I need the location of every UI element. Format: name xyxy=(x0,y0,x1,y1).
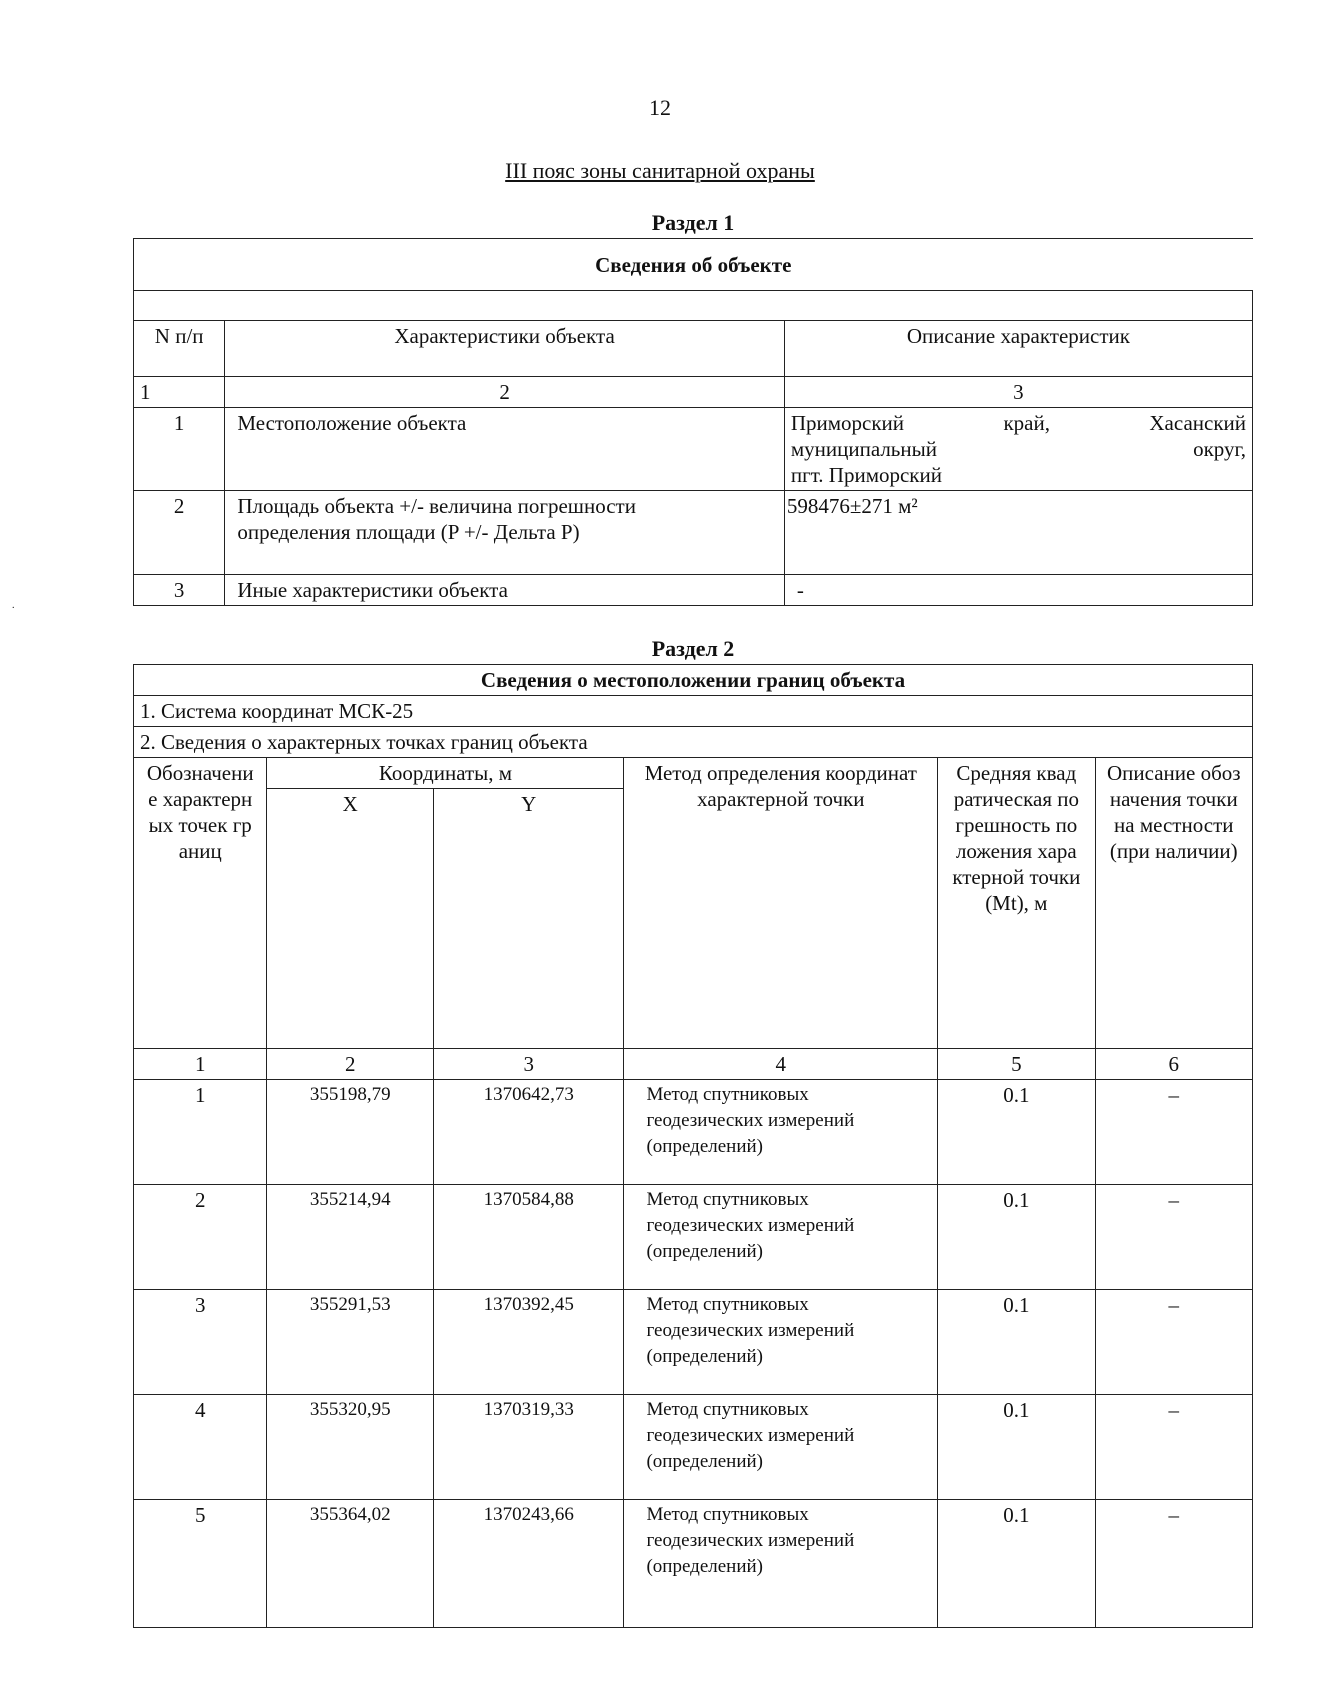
point-y: 1370642,73 xyxy=(433,1080,623,1185)
point-method: Метод спутниковых геодезических измерений (определений) xyxy=(624,1395,938,1500)
header-num: N п/п xyxy=(134,321,225,377)
row-characteristic: Местоположение объекта xyxy=(225,408,785,491)
point-description: – xyxy=(1095,1290,1252,1395)
point-mt: 0.1 xyxy=(938,1290,1095,1395)
table-row xyxy=(134,575,1253,606)
row-description: - xyxy=(784,575,1252,606)
header-y: Y xyxy=(433,789,623,1049)
description-line: муниципальный округ, xyxy=(790,437,1246,461)
boundary-points-table xyxy=(133,664,1253,1628)
point-id: 1 xyxy=(134,1080,267,1185)
point-mt: 0.1 xyxy=(938,1500,1095,1628)
header-coordinates: Координаты, м xyxy=(267,758,624,789)
header-characteristics: Характеристики объекта xyxy=(225,321,785,377)
point-mt: 0.1 xyxy=(938,1080,1095,1185)
scan-mark: . xyxy=(12,600,15,611)
table-row xyxy=(134,1185,1253,1290)
table-row xyxy=(134,408,1253,491)
page-number: 12 xyxy=(649,95,671,120)
points-title: 2. Сведения о характерных точках границ объекта xyxy=(134,727,1253,758)
point-description: – xyxy=(1095,1080,1252,1185)
zone-title: III пояс зоны санитарной охраны xyxy=(505,158,815,183)
description-line: Приморский край, Хасанский xyxy=(790,411,1246,435)
point-id: 5 xyxy=(134,1500,267,1628)
point-description: – xyxy=(1095,1395,1252,1500)
header-point-description: Описание обозначения точки на местности (при наличии) xyxy=(1095,758,1252,1049)
point-x: 355291,53 xyxy=(267,1290,434,1395)
index-cell: 2 xyxy=(225,377,785,408)
index-cell: 5 xyxy=(938,1049,1095,1080)
point-x: 355320,95 xyxy=(267,1395,434,1500)
index-cell: 6 xyxy=(1095,1049,1252,1080)
point-method: Метод спутниковых геодезических измерений (определений) xyxy=(624,1500,938,1628)
index-cell: 3 xyxy=(784,377,1252,408)
index-cell: 3 xyxy=(433,1049,623,1080)
section1-heading: Сведения об объекте xyxy=(134,239,1253,291)
table-row xyxy=(134,1080,1253,1185)
header-method: Метод определения координат характерной точки xyxy=(624,758,938,1049)
point-y: 1370243,66 xyxy=(433,1500,623,1628)
table-row xyxy=(134,491,1253,575)
point-x: 355364,02 xyxy=(267,1500,434,1628)
object-info-table xyxy=(133,238,1253,606)
point-y: 1370584,88 xyxy=(433,1185,623,1290)
point-y: 1370392,45 xyxy=(433,1290,623,1395)
point-method: Метод спутниковых геодезических измерений (определений) xyxy=(624,1185,938,1290)
table-row xyxy=(134,1500,1253,1628)
header-designation: Обозначение характерных точек границ xyxy=(134,758,267,1049)
point-mt: 0.1 xyxy=(938,1395,1095,1500)
index-cell: 4 xyxy=(624,1049,938,1080)
row-num: 2 xyxy=(134,491,225,575)
index-cell: 2 xyxy=(267,1049,434,1080)
point-description: – xyxy=(1095,1500,1252,1628)
point-id: 2 xyxy=(134,1185,267,1290)
point-description: – xyxy=(1095,1185,1252,1290)
header-x: X xyxy=(267,789,434,1049)
point-x: 355214,94 xyxy=(267,1185,434,1290)
row-description xyxy=(784,408,1252,491)
coordinate-system: 1. Система координат МСК-25 xyxy=(134,696,1253,727)
point-y: 1370319,33 xyxy=(433,1395,623,1500)
description-line: пгт. Приморский xyxy=(790,463,942,487)
table-row xyxy=(134,1395,1253,1500)
point-method: Метод спутниковых геодезических измерений (определений) xyxy=(624,1080,938,1185)
point-id: 3 xyxy=(134,1290,267,1395)
table-row xyxy=(134,1290,1253,1395)
point-mt: 0.1 xyxy=(938,1185,1095,1290)
section1-title: Раздел 1 xyxy=(651,210,735,235)
row-characteristic: Площадь объекта +/- величина погрешности определения площади (P +/- Дельта P) xyxy=(225,491,785,575)
header-description: Описание характеристик xyxy=(784,321,1252,377)
row-num: 1 xyxy=(134,408,225,491)
header-error: Средняя квадратическая погрешность положения характерной точки (Mt), м xyxy=(938,758,1095,1049)
row-characteristic: Иные характеристики объекта xyxy=(225,575,785,606)
index-cell: 1 xyxy=(134,377,225,408)
point-id: 4 xyxy=(134,1395,267,1500)
section2-heading: Сведения о местоположении границ объекта xyxy=(134,665,1253,696)
point-method: Метод спутниковых геодезических измерений (определений) xyxy=(624,1290,938,1395)
row-description: 598476±271 м² xyxy=(784,491,1252,575)
empty-row xyxy=(134,291,1253,321)
index-cell: 1 xyxy=(134,1049,267,1080)
row-num: 3 xyxy=(134,575,225,606)
point-x: 355198,79 xyxy=(267,1080,434,1185)
section2-title: Раздел 2 xyxy=(651,636,735,661)
